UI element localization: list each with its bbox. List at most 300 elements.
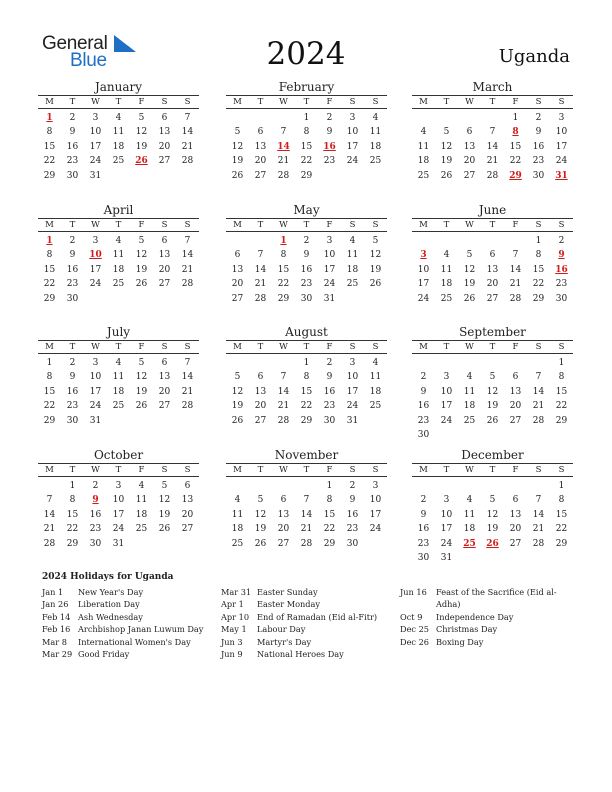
day-cell: 8: [46, 372, 53, 383]
weekday-label: S: [535, 97, 542, 107]
day-cell: 21: [277, 401, 290, 412]
day-cell: 7: [184, 113, 191, 123]
day-cell: 4: [372, 358, 379, 368]
holiday-name: Ash Wednesday: [78, 611, 143, 622]
day-cell: 14: [486, 141, 499, 152]
day-cell: 18: [417, 156, 430, 167]
day-cell: 8: [69, 495, 76, 506]
weekday-label: S: [161, 220, 168, 230]
day-cell: 14: [532, 386, 545, 397]
month-name: November: [274, 448, 339, 462]
day-cell: 12: [440, 141, 453, 152]
day-cell: 23: [417, 538, 430, 549]
day-cell: 27: [254, 415, 267, 426]
day-cell: 10: [112, 495, 125, 506]
empty-day-cell: [226, 356, 249, 370]
month-october: [38, 448, 199, 551]
day-cell: 5: [257, 495, 264, 506]
weekday-header: [38, 463, 199, 477]
day-cell: 22: [323, 524, 336, 535]
weekday-label: T: [489, 220, 496, 230]
weekday-label: S: [372, 97, 379, 107]
weekday-label: T: [257, 465, 264, 475]
day-cell: 2: [303, 236, 310, 246]
day-cell: 27: [509, 415, 522, 426]
weekday-label: W: [465, 465, 474, 475]
day-cell: 29: [300, 170, 313, 181]
day-cell: 30: [66, 293, 79, 304]
day-cell: 19: [231, 401, 244, 412]
day-cell: 19: [135, 264, 148, 275]
day-cell: 23: [300, 279, 313, 290]
day-cell: 28: [532, 415, 545, 426]
day-cell: 17: [89, 264, 102, 275]
weekday-label: T: [443, 220, 450, 230]
holiday-date: Apr 10: [221, 611, 250, 622]
weekday-label: T: [303, 342, 310, 352]
empty-day-cell: [249, 234, 272, 248]
day-cell: 29: [300, 415, 313, 426]
day-cell: 11: [112, 372, 125, 383]
day-cell: 7: [489, 127, 496, 138]
day-cell: 29: [66, 538, 79, 549]
weekday-label: W: [279, 220, 288, 230]
day-cell: 25: [112, 279, 125, 290]
day-cell: 11: [112, 250, 125, 261]
day-cell: 1: [303, 113, 310, 123]
day-cell: 20: [181, 509, 194, 520]
day-cell: 28: [277, 170, 290, 181]
weekday-label: M: [45, 220, 54, 230]
day-cell: 4: [234, 495, 241, 506]
weekday-label: T: [303, 465, 310, 475]
day-cell: 14: [181, 250, 194, 261]
day-cell: 19: [254, 524, 267, 535]
day-cell: 20: [254, 401, 267, 412]
holiday-day-cell: 1: [280, 236, 287, 246]
holiday-name: Easter Monday: [257, 599, 321, 610]
holidays-title: 2024 Holidays for Uganda: [42, 572, 174, 582]
day-cell: 30: [323, 415, 336, 426]
holiday-date: Oct 9: [400, 611, 423, 622]
empty-day-cell: [226, 111, 249, 125]
month-june: [412, 203, 573, 306]
weekday-label: T: [115, 97, 122, 107]
day-cell: 10: [440, 509, 453, 520]
day-cell: 10: [369, 495, 382, 506]
day-cell: 27: [254, 170, 267, 181]
weekday-label: S: [558, 342, 565, 352]
day-cell: 23: [417, 415, 430, 426]
day-cell: 28: [181, 401, 194, 412]
holiday-item: [42, 636, 214, 648]
holiday-day-cell: 31: [555, 170, 568, 181]
weekday-label: M: [233, 465, 242, 475]
month-name: December: [461, 448, 524, 462]
day-cell: 6: [161, 236, 168, 246]
day-cell: 16: [346, 509, 359, 520]
holiday-date: Dec 25: [400, 624, 430, 635]
day-cell: 9: [303, 250, 310, 261]
empty-day-cell: [272, 479, 295, 493]
day-cell: 24: [440, 538, 453, 549]
day-cell: 6: [466, 127, 473, 138]
day-cell: 4: [420, 127, 427, 138]
holiday-date: Apr 1: [221, 599, 244, 610]
weekday-label: T: [489, 342, 496, 352]
weekday-label: M: [419, 97, 428, 107]
holiday-item: [221, 623, 393, 635]
day-cell: 19: [231, 156, 244, 167]
day-cell: 5: [489, 495, 496, 506]
day-cell: 17: [417, 279, 430, 290]
day-cell: 23: [66, 156, 79, 167]
weekday-label: S: [349, 465, 356, 475]
day-cell: 28: [254, 293, 267, 304]
day-grid: [38, 234, 199, 306]
holiday-day-cell: 9: [92, 495, 99, 506]
day-cell: 2: [558, 236, 565, 246]
holiday-name: Independence Day: [436, 611, 514, 622]
day-cell: 17: [369, 509, 382, 520]
day-cell: 16: [66, 141, 79, 152]
day-cell: 30: [346, 538, 359, 549]
weekday-header: [412, 463, 573, 477]
day-cell: 21: [181, 141, 194, 152]
weekday-label: F: [326, 465, 333, 475]
holiday-item: [400, 586, 570, 611]
weekday-label: T: [115, 465, 122, 475]
day-cell: 29: [555, 415, 568, 426]
day-cell: 23: [66, 279, 79, 290]
holiday-item: [42, 648, 214, 660]
day-cell: 1: [326, 481, 333, 491]
empty-day-cell: [226, 479, 249, 493]
day-cell: 1: [558, 481, 565, 491]
weekday-label: T: [489, 465, 496, 475]
holiday-date: Jun 3: [221, 636, 243, 647]
day-cell: 31: [89, 415, 102, 426]
day-cell: 14: [254, 264, 267, 275]
day-cell: 25: [112, 156, 125, 167]
weekday-label: F: [512, 342, 519, 352]
day-cell: 20: [158, 141, 171, 152]
day-cell: 15: [555, 509, 568, 520]
day-cell: 2: [69, 236, 76, 246]
day-cell: 18: [231, 524, 244, 535]
weekday-label: F: [512, 465, 519, 475]
day-cell: 28: [300, 538, 313, 549]
day-cell: 16: [532, 141, 545, 152]
day-cell: 23: [323, 156, 336, 167]
day-cell: 4: [115, 236, 122, 246]
day-cell: 23: [66, 401, 79, 412]
holiday-day-cell: 14: [277, 141, 290, 152]
day-cell: 26: [254, 538, 267, 549]
day-cell: 26: [369, 279, 382, 290]
day-cell: 18: [346, 264, 359, 275]
day-cell: 12: [486, 386, 499, 397]
day-cell: 7: [535, 372, 542, 383]
day-cell: 26: [231, 170, 244, 181]
day-cell: 11: [112, 127, 125, 138]
day-cell: 25: [369, 401, 382, 412]
empty-day-cell: [412, 111, 435, 125]
day-cell: 25: [440, 293, 453, 304]
holiday-name: End of Ramadan (Eid al-Fitr): [257, 611, 378, 622]
holiday-day-cell: 26: [135, 156, 148, 167]
weekday-label: T: [489, 97, 496, 107]
day-grid: [38, 111, 199, 183]
day-cell: 3: [92, 236, 99, 246]
weekday-label: S: [558, 465, 565, 475]
month-january: [38, 80, 199, 183]
day-cell: 4: [138, 481, 145, 491]
weekday-header: [412, 95, 573, 109]
day-cell: 18: [112, 141, 125, 152]
day-cell: 1: [558, 358, 565, 368]
day-cell: 6: [512, 495, 519, 506]
weekday-header: [226, 218, 387, 232]
day-cell: 15: [43, 386, 56, 397]
month-name: October: [93, 448, 144, 462]
day-cell: 2: [69, 358, 76, 368]
weekday-label: W: [465, 97, 474, 107]
day-grid: [38, 356, 199, 428]
day-cell: 8: [558, 372, 565, 383]
day-cell: 11: [463, 386, 476, 397]
day-cell: 27: [231, 293, 244, 304]
holiday-name: New Year's Day: [78, 587, 144, 597]
day-cell: 28: [181, 156, 194, 167]
holiday-day-cell: 29: [509, 170, 522, 181]
day-cell: 22: [555, 524, 568, 535]
day-cell: 16: [417, 401, 430, 412]
day-cell: 15: [277, 264, 290, 275]
day-cell: 13: [486, 264, 499, 275]
day-cell: 26: [486, 415, 499, 426]
weekday-label: M: [419, 220, 428, 230]
month-november: [226, 448, 387, 551]
day-cell: 23: [89, 524, 102, 535]
holiday-date: Mar 29: [42, 649, 73, 660]
weekday-label: S: [184, 342, 191, 352]
day-cell: 22: [532, 279, 545, 290]
holiday-name: Easter Sunday: [257, 587, 318, 597]
weekday-label: T: [69, 465, 76, 475]
weekday-label: M: [233, 97, 242, 107]
weekday-label: W: [91, 220, 100, 230]
day-cell: 8: [46, 127, 53, 138]
day-cell: 21: [509, 279, 522, 290]
holiday-day-cell: 1: [46, 113, 53, 123]
day-cell: 1: [535, 236, 542, 246]
day-cell: 5: [372, 236, 379, 246]
holiday-day-cell: 10: [89, 250, 102, 261]
weekday-label: S: [184, 465, 191, 475]
weekday-label: S: [558, 97, 565, 107]
day-cell: 22: [43, 156, 56, 167]
day-cell: 8: [46, 250, 53, 261]
day-cell: 12: [254, 509, 267, 520]
weekday-label: S: [372, 342, 379, 352]
day-cell: 15: [300, 141, 313, 152]
month-march: [412, 80, 573, 183]
empty-day-cell: [481, 111, 504, 125]
day-cell: 9: [69, 372, 76, 383]
holiday-day-cell: 3: [420, 250, 427, 261]
day-cell: 17: [346, 386, 359, 397]
day-cell: 6: [161, 358, 168, 368]
day-cell: 15: [323, 509, 336, 520]
weekday-label: M: [45, 465, 54, 475]
day-cell: 7: [535, 495, 542, 506]
day-cell: 17: [323, 264, 336, 275]
day-cell: 11: [417, 141, 430, 152]
holiday-item: [221, 586, 393, 598]
day-cell: 15: [43, 264, 56, 275]
holiday-date: Mar 31: [221, 587, 252, 597]
day-cell: 27: [277, 538, 290, 549]
holiday-date: Feb 16: [42, 624, 71, 635]
day-cell: 18: [369, 386, 382, 397]
weekday-label: W: [279, 342, 288, 352]
weekday-label: F: [326, 220, 333, 230]
empty-day-cell: [435, 234, 458, 248]
weekday-label: F: [138, 342, 145, 352]
day-cell: 25: [369, 156, 382, 167]
weekday-header: [38, 218, 199, 232]
day-cell: 30: [555, 293, 568, 304]
day-cell: 24: [555, 156, 568, 167]
day-cell: 11: [463, 509, 476, 520]
empty-day-cell: [481, 356, 504, 370]
holiday-date: Jun 9: [221, 649, 243, 660]
day-cell: 13: [158, 127, 171, 138]
day-cell: 20: [463, 156, 476, 167]
day-cell: 11: [346, 250, 359, 261]
day-cell: 7: [184, 236, 191, 246]
weekday-label: W: [465, 342, 474, 352]
day-cell: 8: [303, 372, 310, 383]
day-cell: 22: [509, 156, 522, 167]
logo-word-blue: Blue: [70, 50, 107, 71]
day-cell: 9: [349, 495, 356, 506]
day-cell: 11: [231, 509, 244, 520]
weekday-label: M: [45, 97, 54, 107]
day-cell: 3: [349, 113, 356, 123]
day-cell: 10: [89, 127, 102, 138]
day-cell: 28: [486, 170, 499, 181]
day-cell: 13: [254, 141, 267, 152]
empty-day-cell: [435, 356, 458, 370]
day-cell: 21: [43, 524, 56, 535]
day-cell: 9: [69, 127, 76, 138]
holiday-item: [42, 623, 214, 635]
weekday-header: [38, 340, 199, 354]
day-cell: 2: [349, 481, 356, 491]
empty-day-cell: [435, 111, 458, 125]
weekday-label: S: [535, 465, 542, 475]
holiday-item: [221, 636, 393, 648]
day-cell: 22: [43, 401, 56, 412]
holiday-date: May 1: [221, 624, 247, 635]
weekday-label: T: [69, 342, 76, 352]
day-cell: 30: [66, 170, 79, 181]
day-cell: 31: [323, 293, 336, 304]
holiday-name: Good Friday: [78, 649, 130, 660]
weekday-header: [38, 95, 199, 109]
weekday-label: T: [257, 220, 264, 230]
day-cell: 13: [509, 509, 522, 520]
day-cell: 3: [349, 358, 356, 368]
month-name: August: [285, 325, 328, 339]
day-cell: 17: [89, 386, 102, 397]
day-cell: 11: [135, 495, 148, 506]
holiday-column: [42, 586, 214, 660]
empty-day-cell: [527, 356, 550, 370]
month-name: May: [293, 203, 320, 217]
weekday-label: M: [419, 342, 428, 352]
holiday-date: Mar 8: [42, 636, 67, 647]
empty-day-cell: [38, 479, 61, 493]
day-cell: 7: [257, 250, 264, 261]
holiday-column: [221, 586, 393, 660]
day-grid: [226, 111, 387, 183]
day-cell: 27: [158, 156, 171, 167]
day-cell: 10: [323, 250, 336, 261]
day-cell: 26: [231, 415, 244, 426]
day-grid: [38, 479, 199, 551]
day-cell: 13: [158, 372, 171, 383]
weekday-label: W: [91, 97, 100, 107]
day-cell: 20: [509, 401, 522, 412]
day-cell: 7: [46, 495, 53, 506]
day-cell: 12: [135, 250, 148, 261]
empty-day-cell: [481, 234, 504, 248]
day-cell: 12: [463, 264, 476, 275]
day-cell: 20: [277, 524, 290, 535]
day-cell: 14: [300, 509, 313, 520]
day-cell: 4: [466, 495, 473, 506]
weekday-label: S: [372, 465, 379, 475]
weekday-label: F: [138, 465, 145, 475]
day-cell: 19: [369, 264, 382, 275]
holiday-name: Feast of the Sacrifice (Eid al-Adha): [436, 587, 557, 610]
day-cell: 15: [509, 141, 522, 152]
weekday-label: W: [91, 465, 100, 475]
holiday-name: Christmas Day: [436, 624, 498, 635]
day-cell: 24: [89, 401, 102, 412]
day-cell: 29: [43, 415, 56, 426]
day-cell: 9: [326, 372, 333, 383]
day-cell: 17: [112, 509, 125, 520]
weekday-label: W: [279, 97, 288, 107]
day-cell: 18: [112, 264, 125, 275]
day-cell: 6: [280, 495, 287, 506]
month-name: February: [278, 80, 335, 94]
day-cell: 24: [417, 293, 430, 304]
day-cell: 5: [466, 250, 473, 261]
day-cell: 9: [535, 127, 542, 138]
day-cell: 28: [181, 279, 194, 290]
weekday-label: T: [115, 342, 122, 352]
day-cell: 14: [43, 509, 56, 520]
day-cell: 11: [369, 372, 382, 383]
day-cell: 6: [234, 250, 241, 261]
weekday-label: S: [349, 97, 356, 107]
holiday-item: [400, 611, 570, 623]
